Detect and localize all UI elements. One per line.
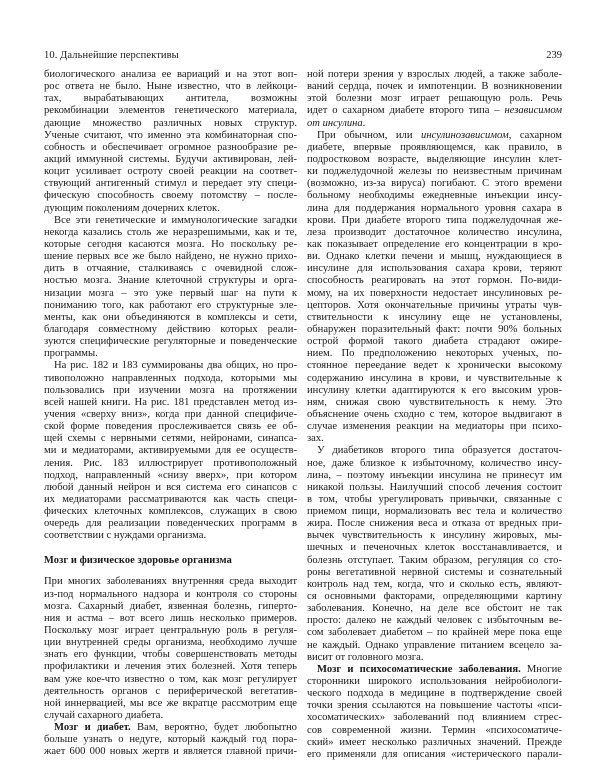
text-line: Ученые считают, что именно эта комбинаторная спо- <box>44 129 297 141</box>
text-line: ния и астма – вот всего лишь несколько примеров. <box>44 612 297 624</box>
text-line: способность реагировать на этот гормон. По-види- <box>307 275 562 287</box>
text-line: сов современной жизни. Термин «психосоматиче- <box>307 724 562 736</box>
paragraph <box>307 664 562 761</box>
text-line: больше узнать о недуге, который каждый год пора- <box>44 734 297 746</box>
text-line: При обычном, или инсулинозависимом, сахарном <box>317 129 562 141</box>
text-line: ствующий антигенный стимул и передает эту специ- <box>44 178 297 190</box>
spacer <box>44 568 297 576</box>
text-line: никакой пользы. Наилучший способ лечения состоит <box>307 481 562 493</box>
text-line: рос ответа не было. Ныне известно, что в лейкоци- <box>44 81 297 93</box>
emphasis: независимом <box>504 105 562 117</box>
page-number: 239 <box>546 50 562 61</box>
emphasis: от инсулина <box>307 117 363 129</box>
text-line: собность и обеспечивает огромное разнообразие ре- <box>44 141 297 153</box>
text-line: цепторов. Хотя окончательные причины утраты чув- <box>307 299 562 311</box>
text-line: фических клеточных комплексов, служащих в свою <box>44 506 297 518</box>
paragraph <box>307 69 562 130</box>
text-line: заболевания. Конечно, на деле все обстоит не так <box>307 603 562 615</box>
text-line: болезнь отступает. Таким образом, регуляция со сто- <box>307 554 562 566</box>
run-in-heading: Мозг и диабет. <box>54 722 131 734</box>
text-line: ням, снижая свою чувствительность к нему. Это <box>307 396 562 408</box>
text-line: сторонники широкого использования нейробиологи- <box>307 676 562 688</box>
text-line: обнаружен поразительный факт: почти 90% больных <box>307 323 562 335</box>
section-heading: Мозг и физическое здоровье организма <box>44 555 232 567</box>
text-line: крови. При диабете второго типа поджелудочная же- <box>307 214 562 226</box>
text-line: в том, чтобы урегулировать привычки, связанные с <box>307 493 562 505</box>
text-line: больному необходимы ежедневные инъекции инсу- <box>307 190 562 202</box>
text-line: жает 600 000 новых жертв и является главной причи- <box>44 746 297 758</box>
paragraph <box>44 360 297 542</box>
text-line: из-под нормального надзора и контроля со стороны <box>44 588 297 600</box>
text-line: роны вегетативной нервной системы и сознательный <box>307 566 562 578</box>
text-line: всей нашей книги. На рис. 181 представлен метод из- <box>44 396 297 408</box>
spacer <box>44 542 297 554</box>
text-line: шение первых все же было найдено, не нужно прихо- <box>44 251 297 263</box>
text-line: нием. По предположению некоторых ученых, по- <box>307 348 562 360</box>
text-line: случай сахарного диабета. <box>44 710 164 722</box>
text-line: ки поджелудочной железы по неизвестным причинам <box>307 166 562 178</box>
text-line: дующим поколениям дочерних клеток. <box>44 202 220 214</box>
text-line: жира. После снижения веса и отказа от вредных при- <box>307 518 562 530</box>
text-line: случае изменения реакции на медиаторы при психо- <box>307 421 562 433</box>
text-line: благодаря совместному действию которых реали- <box>44 323 297 335</box>
text-line: ствительности к инсулину еще не установлены, <box>307 311 562 323</box>
text-line: просто: далеко не каждый человек с избыточным ве- <box>307 615 562 627</box>
paragraph <box>44 215 297 361</box>
emphasis: инсулинозависимом <box>421 129 509 141</box>
text-line: содержанию инсулина в крови, и чувствительные к <box>307 372 562 384</box>
text-line: деятельность органов с периферической вегетатив- <box>44 685 297 697</box>
text-line: ной потери зрения у взрослых людей, а также заболе- <box>307 69 562 80</box>
text-line: ви. Однако клетки печени и мышц, нуждающиеся в <box>307 251 562 263</box>
text-line: тивоположно направленных подхода, которыми мы <box>44 372 297 384</box>
text-line: рекомбинации элементов генетического материала, <box>44 105 297 117</box>
text-line: которые сегодня касаются мозга. Но поскольку ре- <box>44 238 297 250</box>
text-line: ления. Рис. 183 иллюстрирует противоположный <box>44 457 297 469</box>
text-line: тах, вырабатывающих антитела, возможны <box>44 93 297 105</box>
text-line: профилактики и лечения этих болезней. Хотя теперь <box>44 661 297 673</box>
text-line: идет о сахарном диабете второго типа – независимом <box>307 105 562 117</box>
text-line: инсулину клетки адаптируются к его высоким уров- <box>307 384 562 396</box>
text-line: зах. <box>307 433 324 445</box>
text-line: (возможно, из-за вируса) погибают. С этого времени <box>307 178 562 190</box>
text-line: фическую способность своему потомству – после- <box>44 190 297 202</box>
paragraph <box>307 445 562 664</box>
text-line: приемом пищи, нормализовать вес тела и количество <box>307 506 562 518</box>
text-line: от инсулина. <box>307 117 366 129</box>
text-line: учения «сверху вниз», когда при данной специфиче- <box>44 408 297 420</box>
text-line: как показывает определение его концентрации в кро- <box>307 238 562 250</box>
text-line: не каждый. Однако управление питанием всецело за- <box>307 639 562 651</box>
paragraph <box>44 576 297 722</box>
text-line: ческого подхода в медицине в подтверждение своей <box>307 688 562 700</box>
text-line: леза производит достаточное количество инсулина, <box>307 226 562 238</box>
left-column <box>44 69 297 759</box>
text-line: любой данный нейрон и вся система его синапсов с <box>44 481 297 493</box>
text-line: ми и медиаторами, активируемыми для ее осуществ- <box>44 445 297 457</box>
text-line: ной иннервацией, мы все же вкратце рассмотрим еще <box>44 697 297 709</box>
running-head <box>44 50 562 64</box>
text-line: вычек чувствительность к инсулину жировых, мы- <box>307 530 562 542</box>
text-line: его применяли для описания «истерического парали- <box>307 748 562 760</box>
right-column <box>307 69 562 761</box>
run-in-heading: Мозг и психосоматические заболевания. <box>317 663 521 675</box>
text-line: подход, направленный «снизу вверх», при котором <box>44 469 297 481</box>
text-line: подростковом возрасте, выделяющие инсулин клет- <box>307 153 562 165</box>
text-line: хосоматических» заболеваний под влиянием стрес- <box>307 712 562 724</box>
paragraph <box>44 69 297 215</box>
text-line: некогда казались столь же неразрешимыми, как и те, <box>44 226 297 238</box>
text-line: инсулине для использования сахара крови, теряют <box>307 263 562 275</box>
chapter-title: 10. Дальнейшие перспективы <box>44 50 179 61</box>
text-line: ской форме поведения прослеживается связь ее об- <box>44 421 297 433</box>
text-line: менты, как они объединяются в комплексы и сети, <box>44 311 297 323</box>
text-line: их медиаторами рассматриваются как часть специ- <box>44 493 297 505</box>
text-line: ваний сердца, почек и импотенции. В возникновении <box>307 81 562 93</box>
text-line: мому, на их поверхности недостает инсулиновых ре- <box>307 287 562 299</box>
text-line: На рис. 182 и 183 суммированы два общих, но про- <box>54 360 297 372</box>
text-line: ное, даже близкое к избыточному, количество инсу- <box>307 457 562 469</box>
text-line: ностью мозга. Знание клеточной структуры и орга- <box>44 275 297 287</box>
text-line: шечных и печеночных клеток восстанавливается, и <box>307 542 562 554</box>
text-line: пониманию того, как работают его структурные эле- <box>44 299 297 311</box>
text-line: программы. <box>44 348 98 360</box>
text-line: висит от головного мозга. <box>307 651 424 663</box>
text-line: При многих заболеваниях внутренняя среда выходит <box>44 576 297 588</box>
text-line: мозга. Сахарный диабет, язвенная болезнь, гиперто- <box>44 600 297 612</box>
text-line: точки зрения ссылаются на повышение частоты «пси- <box>307 700 562 712</box>
text-line: Мозг и диабет. Вам, вероятно, будет любопытно <box>54 722 297 734</box>
text-line: Поскольку мозг играет центральную роль в регуля- <box>44 625 297 637</box>
text-line: знать его функции, чтобы совершенствовать методы <box>44 649 297 661</box>
text-line: сом заболевает диабетом – по крайней мере пока еще <box>307 627 562 639</box>
text-line: дить в отчаяние, сталкиваясь с очевидной слож- <box>44 263 297 275</box>
text-line: соответствии с нуждами организма. <box>44 530 207 542</box>
text-line: стоянное переедание ведет к хронически высокому <box>307 360 562 372</box>
text-line: У диабетиков второго типа образуется достаточ- <box>317 445 562 457</box>
text-line: острой формой такого диабета страдают ожире- <box>307 336 562 348</box>
text-line: Все эти генетические и иммунологические загадки <box>54 214 297 226</box>
text-line: коцит усиливает остроту своей реакции на соответ- <box>44 166 297 178</box>
paragraph <box>44 722 297 758</box>
text-line: пользовались при изучении мозга на протяжении <box>44 384 297 396</box>
paragraph <box>307 130 562 446</box>
text-line: ский» имеет несколько различных значений. Прежде <box>307 736 562 748</box>
text-line: биологического анализа ее вариаций и на этот воп- <box>44 69 297 80</box>
text-line: дающие множество различных новых структур. <box>44 117 297 129</box>
text-line: зуются специфические регуляторные и поведенческие <box>44 336 297 348</box>
text-line: ся основными факторами, определяющими картину <box>307 591 562 603</box>
text-line: очередь для реализации поведенческих программ в <box>44 518 297 530</box>
text-line: лина для поддержания нормального уровня сахара в <box>307 202 562 214</box>
text-line: вам уже кое-что известно о том, как мозг регулирует <box>44 673 297 685</box>
text-line: акций иммунной системы. Будучи активирован, лей- <box>44 153 297 165</box>
text-line: диабете, впервые проявляющемся, как правило, в <box>307 141 562 153</box>
text-line: щей схемы с нервными сетями, нейронами, синапса- <box>44 433 297 445</box>
text-line: объяснение очень сходно с тем, которое выдвигают в <box>307 408 562 420</box>
text-line: низации мозга – это уже первый шаг на пути к <box>44 287 297 299</box>
text-line: лина, – поэтому инъекции инсулина не принесут им <box>307 469 562 481</box>
text-line: этой болезни мозг играет решающую роль. Речь <box>307 93 562 105</box>
text-line: ции внутренней среды организма, необходимо лучше <box>44 637 297 649</box>
text-line: контроль над тем, когда, что и сколько есть, являют- <box>307 578 562 590</box>
text-line: Мозг и психосоматические заболевания. Многие <box>317 663 562 675</box>
